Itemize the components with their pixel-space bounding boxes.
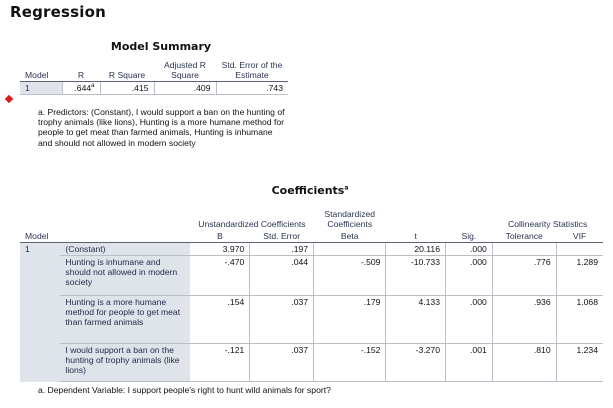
sig-cell: .000 [445, 243, 492, 256]
header-unstandardized-coefficients: Unstandardized Coefficients [198, 219, 306, 229]
header-std-error: Std. Error [250, 230, 314, 243]
std-error-cell: .037 [250, 344, 314, 382]
t-cell: -10.733 [386, 256, 446, 296]
header-r: R [62, 59, 100, 82]
header-std-error-estimate: Std. Error of the Estimate [216, 59, 288, 82]
t-cell: 4.133 [386, 296, 446, 344]
r-square-cell: .415 [100, 82, 154, 95]
tolerance-cell: .810 [492, 344, 556, 382]
vif-cell: 1.234 [556, 344, 603, 382]
header-t: t [386, 230, 446, 243]
r-value-cell [62, 82, 100, 95]
model-number-cell: 1 [20, 243, 60, 382]
model-summary-table [20, 59, 288, 95]
header-b: B [190, 230, 250, 243]
row-label: Hunting is a more humane method for people to get meat than farmed animals [60, 296, 190, 344]
model-number-cell: 1 [20, 82, 62, 95]
std-error-cell: .044 [250, 256, 314, 296]
vif-cell: 1.289 [556, 256, 603, 296]
header-vif: VIF [556, 230, 603, 243]
tolerance-cell [492, 243, 556, 256]
beta-cell: .179 [314, 296, 386, 344]
b-cell: -.470 [190, 256, 250, 296]
coefficients-footnote-marker: a [344, 184, 349, 192]
beta-cell: -.509 [314, 256, 386, 296]
table-row [20, 296, 603, 344]
model-summary-footnote: a. Predictors: (Constant), I would support a ban on the hunting of trophy animals (like lions), Hunting is a more humane method for people to get meat than farmed animals, Hunting is inhumane and should not allowed in modern society [38, 107, 285, 148]
header-tolerance: Tolerance [492, 230, 556, 243]
vif-cell: 1.068 [556, 296, 603, 344]
coefficients-title-text: Coefficients [271, 184, 345, 197]
sig-cell: .000 [445, 256, 492, 296]
page-title: Regression [10, 3, 107, 21]
std-error-estimate-cell: .743 [216, 82, 288, 95]
sig-cell: .000 [445, 296, 492, 344]
selection-marker-icon [5, 95, 13, 103]
header-sig: Sig. [445, 230, 492, 243]
r-value: .644 [74, 83, 92, 93]
t-cell: 20.116 [386, 243, 446, 256]
header-beta: Beta [314, 230, 386, 243]
model-summary-title: Model Summary [110, 40, 212, 53]
table-row [20, 344, 603, 382]
row-label: (Constant) [60, 243, 190, 256]
std-error-cell: .037 [250, 296, 314, 344]
header-model: Model [20, 230, 190, 243]
tolerance-cell: .936 [492, 296, 556, 344]
beta-cell [314, 243, 386, 256]
std-error-cell: .197 [250, 243, 314, 256]
header-collinearity-statistics: Collinearity Statistics [508, 219, 588, 229]
beta-cell: -.152 [314, 344, 386, 382]
b-cell: .154 [190, 296, 250, 344]
r-footnote-marker: a [91, 83, 95, 90]
coefficients-table [20, 204, 603, 382]
coefficients-title [250, 184, 370, 197]
b-cell: 3.970 [190, 243, 250, 256]
t-cell: -3.270 [386, 344, 446, 382]
row-label: I would support a ban on the hunting of trophy animals (like lions) [60, 344, 190, 382]
table-row [20, 243, 603, 256]
b-cell: -.121 [190, 344, 250, 382]
header-standardized-coefficients: Standardized Coefficients [324, 209, 376, 229]
table-row [20, 256, 603, 296]
coefficients-footnote: a. Dependent Variable: I support people's right to hunt wild animals for sport? [38, 385, 331, 395]
adjusted-r-square-cell: .409 [154, 82, 216, 95]
header-model: Model [20, 59, 62, 82]
row-label: Hunting is inhumane and should not allowed in modern society [60, 256, 190, 296]
tolerance-cell: .776 [492, 256, 556, 296]
vif-cell [556, 243, 603, 256]
header-adjusted-r-square: Adjusted R Square [154, 59, 216, 82]
header-r-square: R Square [100, 59, 154, 82]
sig-cell: .001 [445, 344, 492, 382]
